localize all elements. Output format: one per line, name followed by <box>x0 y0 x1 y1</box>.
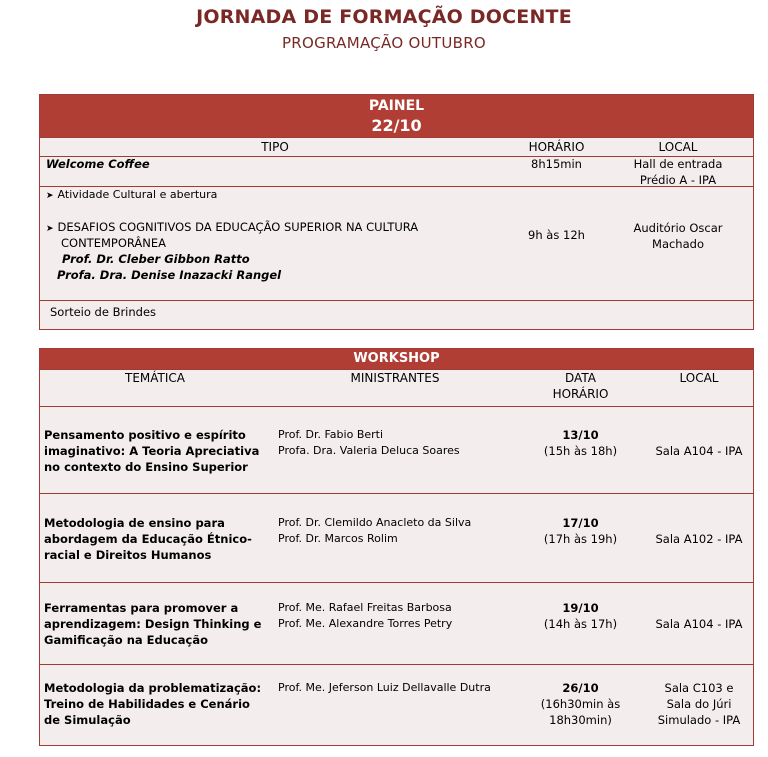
col-horario: HORÁRIO <box>528 140 585 154</box>
workshop-local: Sala A102 - IPA <box>655 532 743 546</box>
painel-main-horario: 9h às 12h <box>528 228 585 242</box>
painel-item-2-text: DESAFIOS COGNITIVOS DA EDUCAÇÃO SUPERIOR NA CULTURA <box>57 220 419 234</box>
welcome-tipo: Welcome Coffee <box>46 157 150 171</box>
col-ministrantes: MINISTRANTES <box>350 371 440 385</box>
painel-speaker-1: Prof. Dr. Cleber Gibbon Ratto <box>62 252 250 266</box>
col-data: DATA <box>565 371 596 385</box>
workshop-tema-line: no contexto do Ensino Superior <box>44 460 248 474</box>
col-tipo: TIPO <box>261 140 289 154</box>
workshop-row <box>40 583 753 665</box>
workshop-time: (14h às 17h) <box>543 617 618 631</box>
workshop-local: Sala do Júri <box>666 697 732 711</box>
painel-item-2-cont: CONTEMPORÂNEA <box>61 236 167 250</box>
workshop-ministrante: Prof. Dr. Marcos Rolim <box>278 532 398 545</box>
col-local: LOCAL <box>679 371 719 385</box>
painel-header <box>40 95 753 137</box>
workshop-tema-line: Ferramentas para promover a <box>44 601 239 615</box>
page-title: JORNADA DE FORMAÇÃO DOCENTE <box>196 6 572 28</box>
workshop-time: (17h às 19h) <box>543 532 618 546</box>
workshop-tema-line: imaginativo: A Teoria Apreciativa <box>44 444 260 458</box>
painel-item-1 <box>46 187 217 204</box>
workshop-tema-line: abordagem da Educação Étnico- <box>44 532 252 546</box>
workshop-ministrante: Profa. Dra. Valeria Deluca Soares <box>278 444 460 457</box>
bullet-arrow-icon: ➤ <box>46 224 54 234</box>
col-horario: HORÁRIO <box>552 387 609 401</box>
painel-row-sorteio <box>40 301 753 330</box>
workshop-local: Simulado - IPA <box>657 713 741 727</box>
painel-row-welcome <box>40 157 753 187</box>
workshop-date: 13/10 <box>562 428 599 442</box>
workshop-row <box>40 665 753 747</box>
workshop-local: Sala A104 - IPA <box>655 444 743 458</box>
workshop-tema-line: Metodologia de ensino para <box>44 516 225 530</box>
workshop-time: 18h30min) <box>549 713 612 727</box>
painel-speaker-2: Profa. Dra. Denise Inazacki Rangel <box>57 268 282 282</box>
welcome-local-2: Prédio A - IPA <box>639 173 717 187</box>
workshop-tema-line: aprendizagem: Design Thinking e <box>44 617 262 631</box>
workshop-date: 26/10 <box>562 681 599 695</box>
workshop-columns <box>40 369 753 407</box>
workshop-date: 17/10 <box>562 516 599 530</box>
painel-body <box>40 157 753 330</box>
workshop-header: WORKSHOP <box>40 349 753 369</box>
workshop-row <box>40 494 753 583</box>
workshop-date: 19/10 <box>562 601 599 615</box>
welcome-local-1: Hall de entrada <box>633 157 723 171</box>
painel-table <box>39 94 754 330</box>
workshop-row <box>40 407 753 494</box>
workshop-tema-line: Metodologia da problematização: <box>44 681 262 695</box>
painel-date: 22/10 <box>371 116 422 135</box>
painel-label: PAINEL <box>368 98 425 114</box>
page-subtitle: PROGRAMAÇÃO OUTUBRO <box>281 34 487 52</box>
painel-main-local-2: Machado <box>652 237 704 251</box>
workshop-local: Sala C103 e <box>664 681 734 695</box>
col-local: LOCAL <box>658 140 698 154</box>
welcome-horario: 8h15min <box>531 157 582 171</box>
workshop-ministrante: Prof. Me. Jeferson Luiz Dellavalle Dutra <box>278 681 491 694</box>
painel-main-local-1: Auditório Oscar <box>633 221 723 235</box>
workshop-body <box>40 407 753 747</box>
painel-item-1-text: Atividade Cultural e abertura <box>57 188 218 201</box>
painel-sorteio: Sorteio de Brindes <box>50 305 157 319</box>
painel-row-main <box>40 187 753 301</box>
workshop-table <box>39 348 754 746</box>
workshop-tema-line: Gamificação na Educação <box>44 633 208 647</box>
workshop-ministrante: Prof. Dr. Fabio Berti <box>278 428 384 441</box>
workshop-local: Sala A104 - IPA <box>655 617 743 631</box>
workshop-ministrante: Prof. Me. Rafael Freitas Barbosa <box>278 601 452 614</box>
workshop-tema-line: Pensamento positivo e espírito <box>44 428 246 442</box>
bullet-arrow-icon: ➤ <box>46 191 54 201</box>
workshop-ministrante: Prof. Me. Alexandre Torres Petry <box>278 617 453 630</box>
workshop-tema-line: Treino de Habilidades e Cenário <box>44 697 250 711</box>
workshop-time: (16h30min às <box>540 697 621 711</box>
painel-columns <box>40 137 753 157</box>
workshop-time: (15h às 18h) <box>543 444 618 458</box>
workshop-tema-line: de Simulação <box>44 713 131 727</box>
workshop-ministrante: Prof. Dr. Clemildo Anacleto da Silva <box>278 516 472 529</box>
col-tematica: TEMÁTICA <box>125 371 185 385</box>
workshop-tema-line: racial e Direitos Humanos <box>44 548 212 562</box>
